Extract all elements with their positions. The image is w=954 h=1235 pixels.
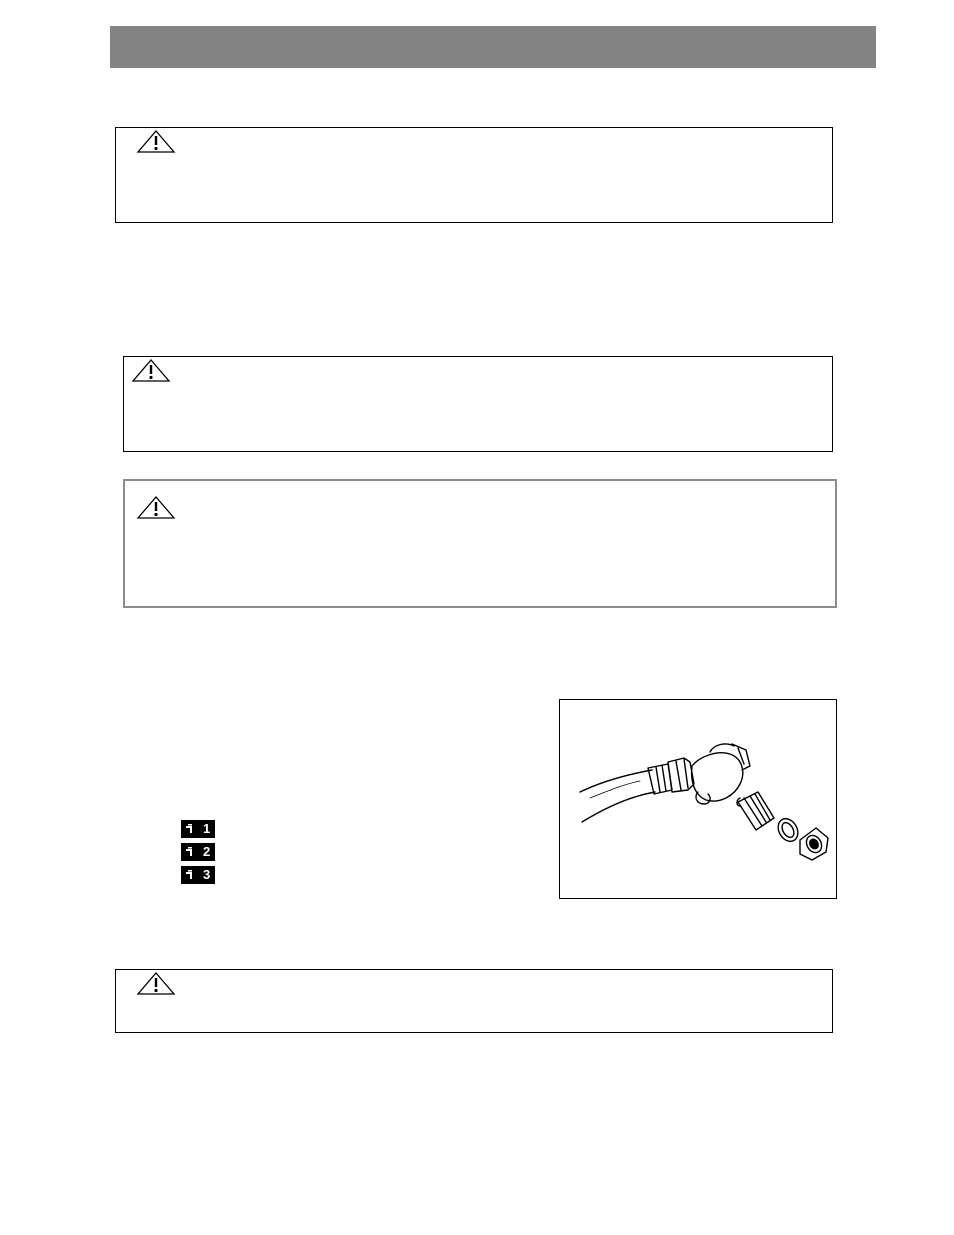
warning-triangle-icon bbox=[131, 359, 171, 383]
figure-box bbox=[559, 699, 837, 899]
warning-triangle-icon bbox=[136, 496, 176, 520]
warning-triangle-icon bbox=[136, 972, 176, 996]
tap-icon bbox=[184, 823, 196, 835]
tap-level-2 bbox=[181, 843, 215, 861]
tap-level-number: 2 bbox=[203, 844, 211, 859]
warning-box-3 bbox=[123, 479, 837, 608]
inlet-hose-filter-illustration bbox=[560, 700, 836, 898]
tap-icon bbox=[184, 846, 196, 858]
tap-icon bbox=[184, 869, 196, 881]
tap-level-1 bbox=[181, 820, 215, 838]
tap-level-number: 1 bbox=[203, 821, 211, 836]
tap-level-3 bbox=[181, 866, 215, 884]
warning-triangle-icon bbox=[136, 130, 176, 154]
warning-box-4 bbox=[115, 969, 833, 1033]
tap-level-number: 3 bbox=[203, 867, 211, 882]
warning-box-2 bbox=[123, 356, 833, 452]
warning-box-1 bbox=[115, 127, 833, 223]
header-bar bbox=[110, 26, 876, 68]
